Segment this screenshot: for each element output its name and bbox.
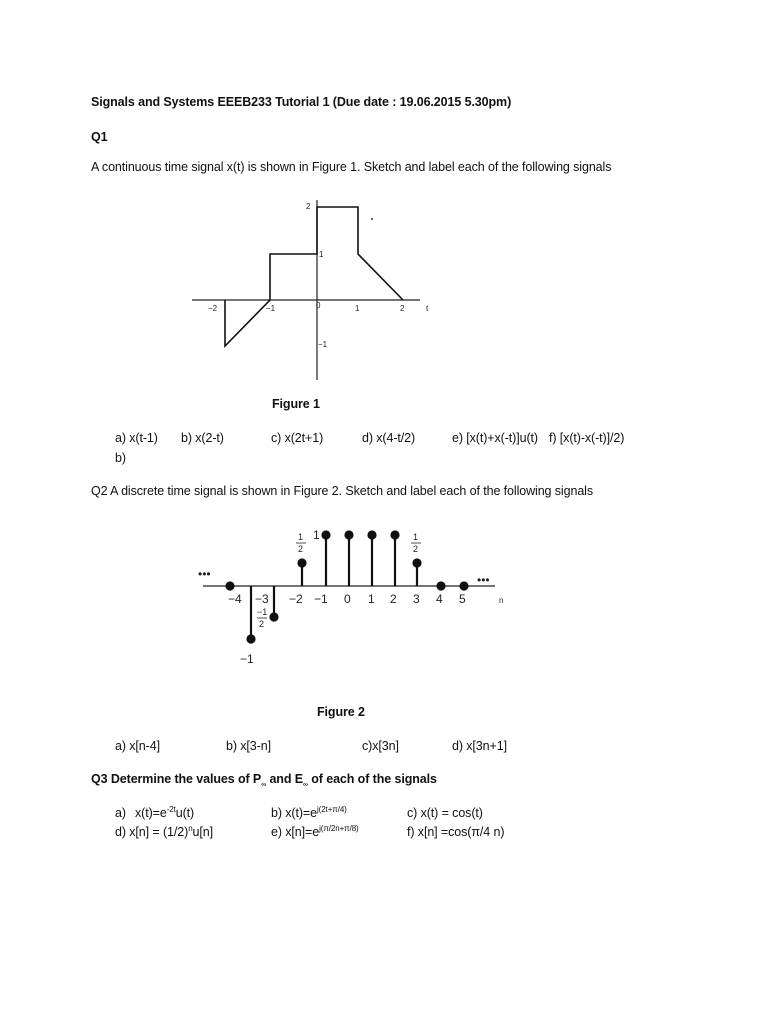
stray-dot: [371, 218, 373, 220]
value-label-neg1: −1: [240, 652, 254, 666]
sample-n4: [438, 583, 445, 590]
n-label-neg3: −3: [255, 592, 269, 606]
sample-n-2: [299, 560, 306, 567]
n-axis-label: n: [499, 596, 504, 605]
document-title: Signals and Systems EEEB233 Tutorial 1 (Due date : 19.06.2015 5.30pm): [91, 95, 512, 109]
signal-xt: [225, 207, 403, 346]
sample-n5: [461, 583, 468, 590]
q1-item-d: d) x(4-t/2): [362, 431, 416, 445]
x-tick-neg1: −1: [318, 340, 328, 349]
svg-text:1: 1: [413, 532, 419, 542]
q2-intro: Q2 A discrete time signal is shown in Figure 2. Sketch and label each of the following signals: [91, 484, 593, 498]
q3-item-a-label: a): [115, 806, 126, 820]
n-label-0: 0: [344, 592, 351, 606]
n-label-2: 2: [390, 592, 397, 606]
q1-item-c: c) x(2t+1): [271, 431, 324, 445]
figure-2-graph: [195, 520, 515, 670]
sample-n-4: [227, 583, 234, 590]
t-axis-label: t: [426, 304, 429, 313]
q3-item-c: c) x(t) = cos(t): [407, 806, 483, 820]
q1-item-e: e) [x(t)+x(-t)]u(t): [452, 431, 538, 445]
sample-n1: [369, 532, 376, 539]
q2-item-c: c)x[3n]: [362, 739, 399, 753]
x-tick-1: 1: [319, 250, 324, 259]
figure-1-graph: [190, 195, 440, 385]
q3-item-b: b) $x(t)=e^{j(2t+\pi/4)}$: [271, 804, 347, 820]
q2-item-a: a) x[n-4]: [115, 739, 160, 753]
q3-title: Q3 Determine the values of $P_\infty$ and $E_\infty$ of each of the signals: [91, 772, 437, 789]
n-label-neg1: −1: [314, 592, 328, 606]
sample-n-1: [323, 532, 330, 539]
t-tick-1: 1: [355, 304, 360, 313]
n-label-5: 5: [459, 592, 466, 606]
n-label-neg2: −2: [289, 592, 303, 606]
n-label-3: 3: [413, 592, 420, 606]
svg-text:2: 2: [413, 544, 419, 554]
q3-item-d: d) $x[n] = (1/2)^nu[n]$: [115, 823, 213, 839]
n-label-1: 1: [368, 592, 375, 606]
figure-1-caption: Figure 1: [272, 397, 320, 411]
q1-item-b: b) x(2-t): [181, 431, 224, 445]
q3-item-e: e) $x[n]=e^{j(\pi/2n+\pi/8)}$: [271, 823, 359, 839]
svg-text:2: 2: [298, 544, 304, 554]
n-label-neg4: −4: [228, 592, 242, 606]
t-tick-2: 2: [400, 304, 405, 313]
sample-n0: [346, 532, 353, 539]
value-label-one: 1: [313, 528, 320, 542]
q1-item-a: a) x(t-1): [115, 431, 158, 445]
q1-item-f: f) [x(t)-x(-t)]/2): [549, 431, 625, 445]
q2-item-b: b) x[3-n]: [226, 739, 271, 753]
t-tick-0: 0: [316, 301, 321, 310]
right-ellipsis: •••: [477, 573, 490, 587]
svg-text:1: 1: [298, 532, 304, 542]
svg-text:−1: −1: [257, 607, 268, 617]
q1-item-extra-b: b): [115, 451, 126, 465]
left-ellipsis: •••: [198, 567, 211, 581]
half-label-n-2: [296, 532, 306, 554]
n-label-4: 4: [436, 592, 443, 606]
sample-n-2.5: [271, 614, 278, 621]
half-label-n3: [411, 532, 421, 554]
sample-n3: [414, 560, 421, 567]
figure-2-caption: Figure 2: [317, 705, 365, 719]
t-tick-neg2: −2: [208, 304, 218, 313]
sample-n-3: [248, 636, 255, 643]
sample-n2: [392, 532, 399, 539]
q1-label: Q1: [91, 130, 108, 144]
q2-item-d: d) x[3n+1]: [452, 739, 507, 753]
svg-text:2: 2: [259, 619, 265, 629]
q3-item-a: $x(t)=e^{-2t}u(t)$: [135, 804, 195, 820]
x-tick-2: 2: [306, 202, 311, 211]
t-tick-neg1: −1: [266, 304, 276, 313]
q3-item-f: f) x[n] =cos(π/4 n): [407, 825, 505, 839]
half-label-neg-n-2.5: [257, 607, 267, 629]
q1-intro: A continuous time signal x(t) is shown in Figure 1. Sketch and label each of the following signals: [91, 160, 612, 174]
